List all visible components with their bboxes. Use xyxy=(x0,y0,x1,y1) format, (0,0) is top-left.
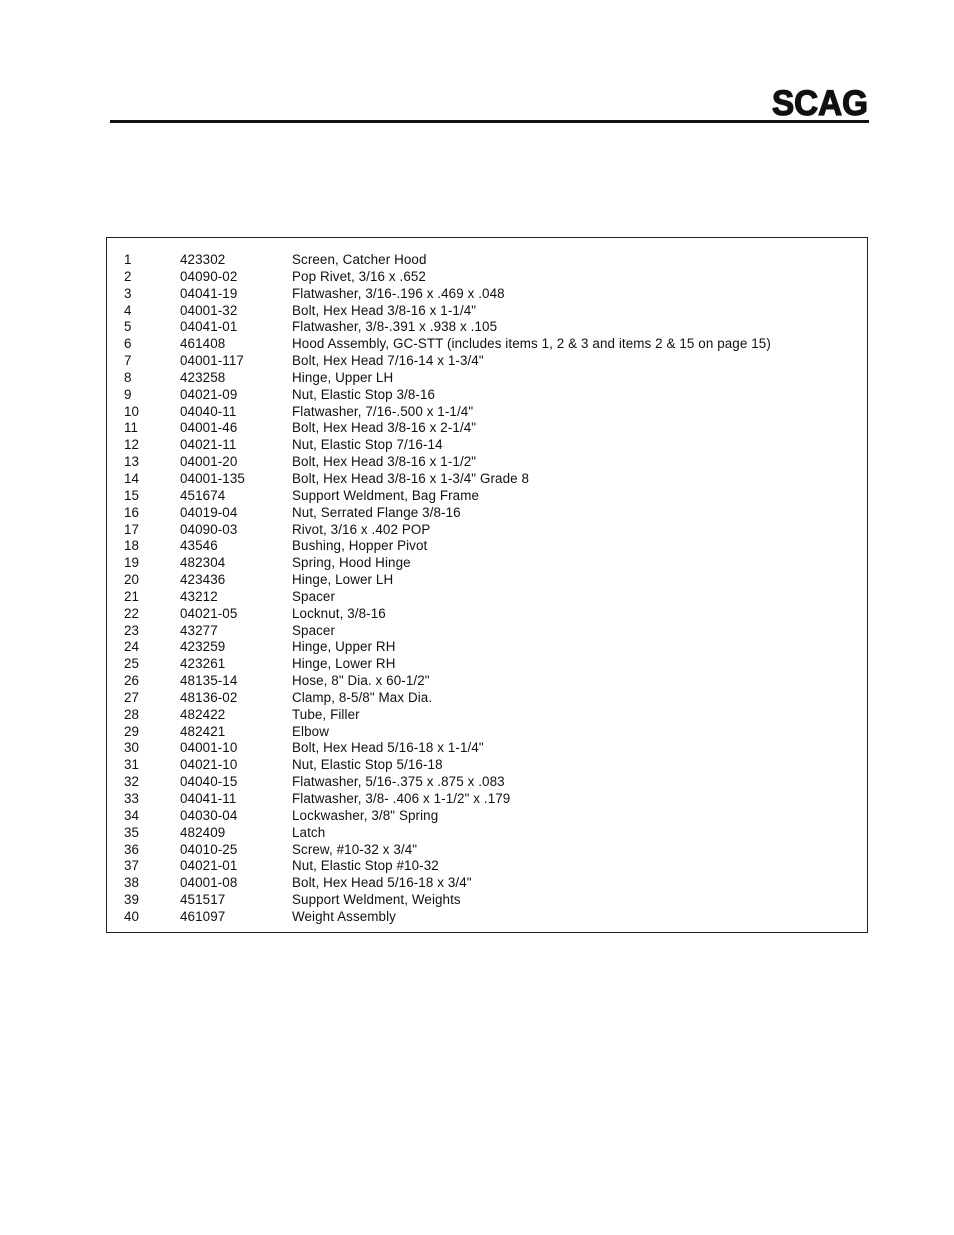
ref-number: 16 xyxy=(124,504,140,520)
part-number: 04040-11 xyxy=(180,403,237,419)
part-description: Nut, Elastic Stop 3/8-16 xyxy=(292,386,436,402)
part-number: 04001-32 xyxy=(180,302,238,318)
part-number: 482421 xyxy=(180,723,226,739)
part-description: Hinge, Lower RH xyxy=(292,656,396,672)
part-description: Screw, #10-32 x 3/4" xyxy=(292,841,418,857)
part-description: Flatwasher, 7/16-.500 x 1-1/4" xyxy=(292,403,474,419)
part-description: Flatwasher, 5/16-.375 x .875 x .083 xyxy=(292,774,505,790)
part-number: 04021-09 xyxy=(180,386,238,402)
ref-number: 17 xyxy=(124,521,140,537)
ref-number: 1 xyxy=(124,252,132,267)
part-number: 423259 xyxy=(180,639,226,655)
ref-number: 38 xyxy=(124,875,140,891)
part-description: Latch xyxy=(292,824,326,840)
part-description: Flatwasher, 3/8-.391 x .938 x .105 xyxy=(292,319,498,335)
ref-number: 35 xyxy=(124,824,140,840)
part-description: Support Weldment, Bag Frame xyxy=(292,487,480,503)
part-description: Support Weldment, Weights xyxy=(292,892,461,908)
part-description: Clamp, 8-5/8" Max Dia. xyxy=(292,689,433,705)
part-description: Bolt, Hex Head 3/8-16 x 1-3/4" Grade 8 xyxy=(292,470,530,486)
ref-number: 4 xyxy=(124,302,132,318)
part-number: 04001-117 xyxy=(180,353,244,369)
ref-number: 11 xyxy=(124,420,139,436)
part-number: 04001-10 xyxy=(180,740,238,756)
part-description: Spacer xyxy=(292,588,336,604)
part-description: Bolt, Hex Head 3/8-16 x 2-1/4" xyxy=(292,420,477,436)
ref-number: 20 xyxy=(124,572,140,588)
part-number: 461097 xyxy=(180,908,226,924)
part-number: 04021-05 xyxy=(180,605,238,621)
ref-number: 19 xyxy=(124,555,140,571)
part-description: Rivot, 3/16 x .402 POP xyxy=(292,521,431,537)
part-description: Bushing, Hopper Pivot xyxy=(292,538,428,554)
ref-number: 18 xyxy=(124,538,140,554)
part-number: 461408 xyxy=(180,336,226,352)
part-description: Hose, 8" Dia. x 60-1/2" xyxy=(292,673,430,689)
part-number: 04030-04 xyxy=(180,807,238,823)
part-number: 04001-46 xyxy=(180,420,238,436)
ref-number: 31 xyxy=(124,757,140,773)
ref-number: 8 xyxy=(124,369,132,385)
ref-number: 25 xyxy=(124,656,140,672)
part-description: Bolt, Hex Head 5/16-18 x 1-1/4" xyxy=(292,740,484,756)
ref-number: 32 xyxy=(124,774,140,790)
part-description: Lockwasher, 3/8" Spring xyxy=(292,807,439,823)
part-number: 04001-20 xyxy=(180,454,238,470)
part-description: Flatwasher, 3/8- .406 x 1-1/2" x .179 xyxy=(292,791,511,806)
ref-number: 21 xyxy=(124,588,140,604)
part-description: Locknut, 3/8-16 xyxy=(292,605,386,621)
part-number: 04001-135 xyxy=(180,470,245,486)
part-description: Weight Assembly xyxy=(292,908,396,924)
part-description: Spring, Hood Hinge xyxy=(292,555,411,571)
part-description: Nut, Elastic Stop 7/16-14 xyxy=(292,437,443,453)
ref-number: 9 xyxy=(124,386,132,402)
part-number: 43277 xyxy=(180,622,218,638)
ref-number: 6 xyxy=(124,336,132,352)
part-description: Nut, Serrated Flange 3/8-16 xyxy=(292,504,461,520)
ref-number: 10 xyxy=(124,403,140,419)
part-description: Nut, Elastic Stop 5/16-18 xyxy=(292,757,443,773)
ref-number: 15 xyxy=(124,487,140,503)
part-number: 04090-03 xyxy=(180,521,238,537)
part-description: Hinge, Upper LH xyxy=(292,369,394,385)
part-description: Bolt, Hex Head 3/8-16 x 1-1/4" xyxy=(292,302,477,318)
part-description: Tube, Filler xyxy=(292,706,360,722)
scag-logo-graphic xyxy=(771,86,869,117)
ref-number: 13 xyxy=(124,454,140,470)
ref-number: 34 xyxy=(124,807,140,823)
part-number: 451674 xyxy=(180,487,226,503)
scag-logo-text: SCAG xyxy=(772,86,868,117)
ref-number: 12 xyxy=(124,437,140,453)
part-description: Pop Rivet, 3/16 x .652 xyxy=(292,268,426,284)
ref-number: 28 xyxy=(124,706,140,722)
ref-number: 36 xyxy=(124,841,140,857)
ref-number: 3 xyxy=(124,285,132,301)
part-number: 423436 xyxy=(180,572,226,588)
part-number: 423261 xyxy=(180,656,226,672)
part-number: 48136-02 xyxy=(180,689,238,705)
ref-number: 37 xyxy=(124,858,140,874)
ref-number: 30 xyxy=(124,740,140,756)
part-number: 451517 xyxy=(180,892,226,908)
part-description: Hinge, Lower LH xyxy=(292,572,394,588)
part-description: Spacer xyxy=(292,622,336,638)
part-number: 423302 xyxy=(180,252,226,267)
ref-number: 23 xyxy=(124,622,140,638)
part-number: 04090-02 xyxy=(180,268,238,284)
part-number: 04021-01 xyxy=(180,858,238,874)
part-description: Nut, Elastic Stop #10-32 xyxy=(292,858,439,874)
part-description: Hinge, Upper RH xyxy=(292,639,396,655)
parts-list-box xyxy=(106,237,868,933)
ref-number: 5 xyxy=(124,319,132,335)
ref-number: 26 xyxy=(124,673,140,689)
ref-number: 39 xyxy=(124,892,140,908)
part-description: Elbow xyxy=(292,723,329,739)
part-number: 04041-19 xyxy=(180,285,238,301)
ref-number: 24 xyxy=(124,639,140,655)
part-description: Bolt, Hex Head 7/16-14 x 1-3/4" xyxy=(292,353,484,369)
header-rule xyxy=(110,120,869,123)
part-number: 482304 xyxy=(180,555,226,571)
ref-number: 14 xyxy=(124,470,140,486)
part-description: Bolt, Hex Head 5/16-18 x 3/4" xyxy=(292,875,472,891)
scag-logo xyxy=(771,86,869,117)
part-number: 04001-08 xyxy=(180,875,238,891)
ref-number: 7 xyxy=(124,353,132,369)
part-number: 48135-14 xyxy=(180,673,238,689)
ref-number: 22 xyxy=(124,605,140,621)
ref-number: 27 xyxy=(124,689,140,705)
ref-number: 33 xyxy=(124,791,140,806)
part-number: 04041-11 xyxy=(180,791,237,806)
part-description: Bolt, Hex Head 3/8-16 x 1-1/2" xyxy=(292,454,477,470)
part-number: 482422 xyxy=(180,706,226,722)
part-description: Screen, Catcher Hood xyxy=(292,252,427,267)
part-number: 04041-01 xyxy=(180,319,238,335)
part-number: 43212 xyxy=(180,588,218,604)
part-number: 43546 xyxy=(180,538,218,554)
ref-number: 40 xyxy=(124,908,140,924)
part-description: Hood Assembly, GC-STT (includes items 1, 2 & 3 and items 2 & 15 on page 15) xyxy=(292,336,771,352)
ref-number: 29 xyxy=(124,723,140,739)
part-number: 04019-04 xyxy=(180,504,238,520)
ref-number: 2 xyxy=(124,268,132,284)
part-number: 482409 xyxy=(180,824,226,840)
part-number: 04021-11 xyxy=(180,437,237,453)
part-number: 423258 xyxy=(180,369,226,385)
part-number: 04040-15 xyxy=(180,774,238,790)
part-number: 04021-10 xyxy=(180,757,238,773)
part-number: 04010-25 xyxy=(180,841,238,857)
part-description: Flatwasher, 3/16-.196 x .469 x .048 xyxy=(292,285,505,301)
